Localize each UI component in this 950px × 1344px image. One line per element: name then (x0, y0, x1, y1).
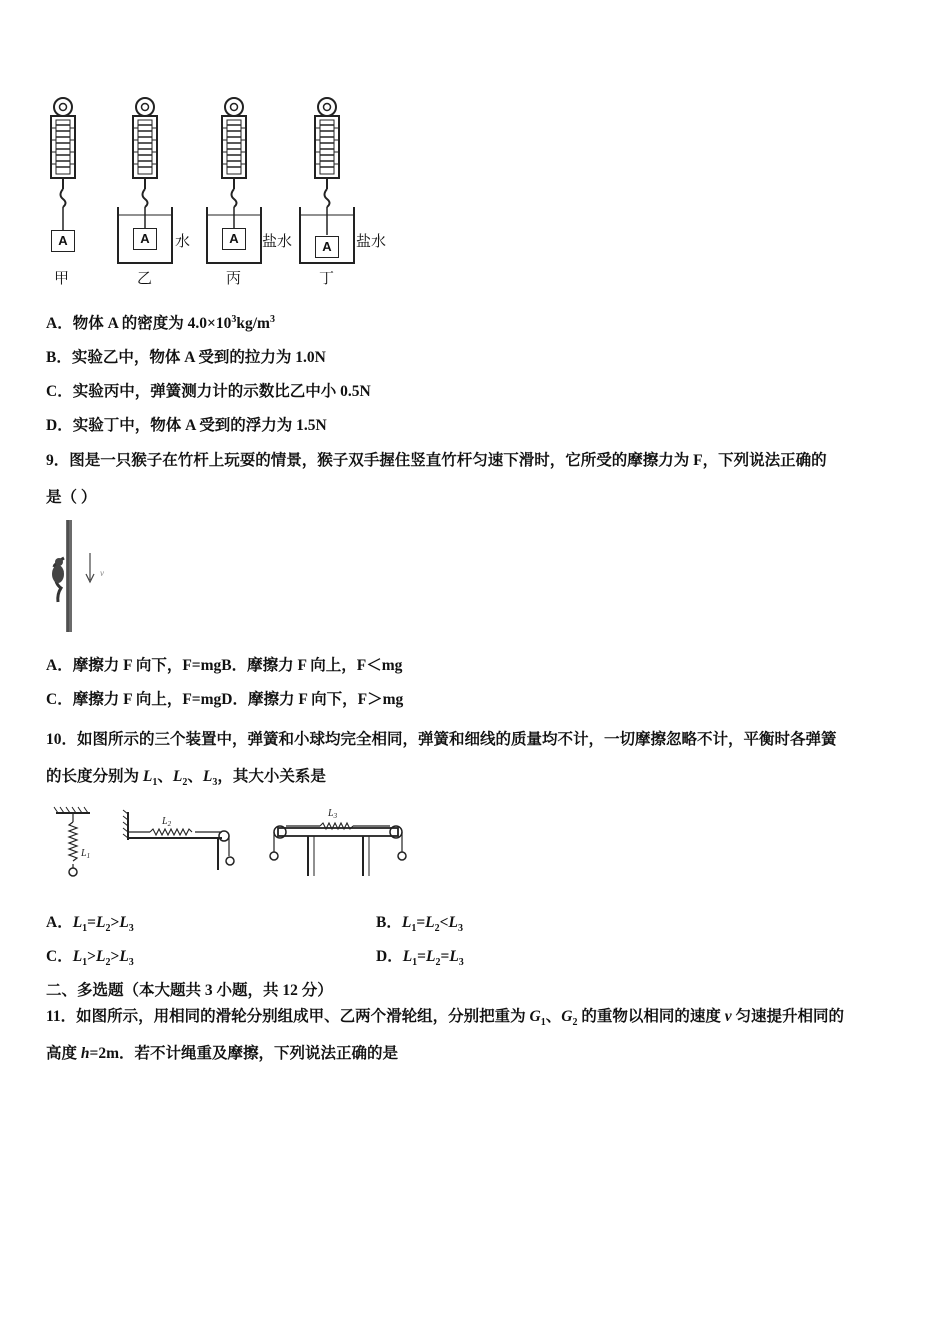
label-bing: 丙 (226, 269, 242, 287)
q8-option-a: A．物体 A 的密度为 $4.0\times 10^3kg/m^3$ (46, 313, 275, 332)
q10-option-a: A．$L_1=L_2>L_3$ (46, 914, 134, 935)
label-jia: 甲 (54, 269, 70, 287)
object-a-jia: A (51, 230, 75, 252)
label-yi: 乙 (137, 269, 153, 287)
q10-stem-line1: 10．如图所示的三个装置中，弹簧和小球均完全相同，弹簧和细线的质量均不计，一切摩擦忽略不计，平衡时各弹簧 (46, 731, 837, 748)
q8-option-b: B．实验乙中，物体 A 受到的拉力为 1.0N (46, 349, 326, 366)
object-a-yi: A (133, 228, 157, 250)
velocity-label: v (100, 568, 104, 578)
q8-option-d: D．实验丁中，物体 A 受到的浮力为 1.5N (46, 417, 327, 434)
spring-devices-figure (50, 800, 420, 885)
liquid-label-salt-1: 盐水 (262, 232, 293, 250)
q11-stem-line1: 11．如图所示，用相同的滑轮分别组成甲、乙两个滑轮组，分别把重为 $G_1$、$G_2$ 的重物以相同的速度 v 匀速提升相同的 (46, 1008, 844, 1029)
scale-ding (315, 98, 339, 235)
q9-options-ab: A．摩擦力 F 向下，F=mgB．摩擦力 F 向上，F＜mg (46, 657, 403, 674)
liquid-label-salt-2: 盐水 (356, 232, 387, 250)
scale-jia (51, 98, 75, 230)
q8-option-c: C．实验丙中，弹簧测力计的示数比乙中小 0.5N (46, 383, 371, 400)
q9-stem-line2: 是（ ） (46, 489, 97, 506)
label-l1: $L_1$ (81, 848, 91, 860)
q9-stem-line1: 9．图是一只猴子在竹杆上玩耍的情景，猴子双手握住竖直竹杆匀速下滑时，它所受的摩擦力为 F，下列说法正确的 (46, 452, 827, 469)
object-a-ding: A (315, 236, 339, 258)
section2-title: 二、多选题（本大题共 3 小题，共 12 分） (46, 982, 333, 999)
label-l2: $L_2$ (162, 816, 172, 828)
q9-options-cd: C．摩擦力 F 向上，F=mgD．摩擦力 F 向下，F＞mg (46, 691, 404, 708)
scale-bing (222, 98, 246, 228)
scale-yi (133, 98, 157, 228)
q10-option-c: C．$L_1>L_2>L_3$ (46, 948, 134, 969)
q10-option-b: B．$L_1=L_2<L_3$ (376, 914, 463, 935)
label-ding: 丁 (319, 269, 335, 287)
spring-scale-figure (40, 95, 410, 290)
label-l3: $L_3$ (328, 808, 338, 820)
q10-option-d: D．$L_1=L_2=L_3$ (376, 948, 464, 969)
object-a-bing: A (222, 228, 246, 250)
q11-stem-line2: 高度 h=2m．若不计绳重及摩擦，下列说法正确的是 (46, 1045, 399, 1062)
liquid-label-water: 水 (175, 232, 191, 250)
monkey-on-pole-figure (44, 518, 124, 634)
q10-stem-line2: 的长度分别为 $L_1$、$L_2$、$L_3$，其大小关系是 (46, 768, 326, 789)
